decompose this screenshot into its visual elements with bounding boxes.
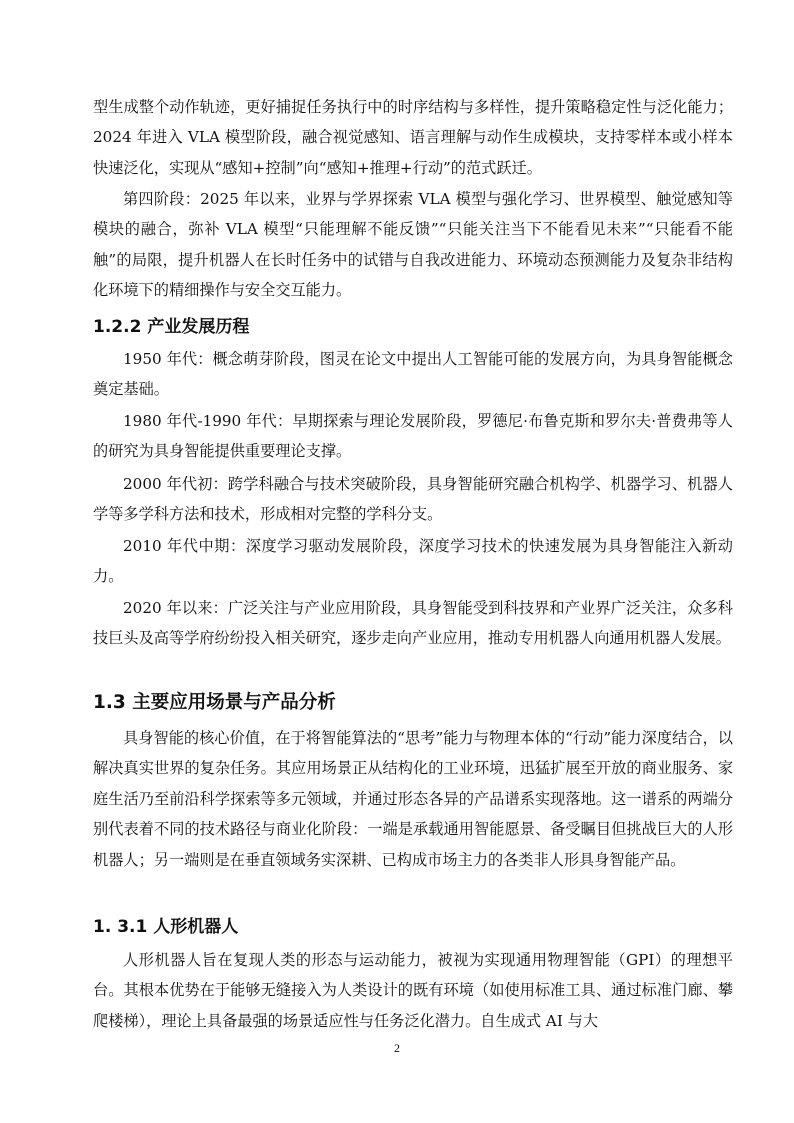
section-heading-1-3-1: 1. 3.1 人形机器人 xyxy=(93,917,239,937)
section-heading-1-3: 1.3 主要应用场景与产品分析 xyxy=(93,692,336,713)
page-number: 2 xyxy=(394,1041,400,1055)
paragraph-vla-stage: 型生成整个动作轨迹，更好捕捉任务执行中的时序结构与多样性，提升策略稳定性与泛化能力；2024 年进入 VLA 模型阶段，融合视觉感知、语言理解与动作生成模块，支持零样本或小样本快速泛化，实现从“感知+控制”向“感知+推理+行动”的范式跃迁。 xyxy=(93,98,733,177)
section-heading-1-2-2: 1.2.2 产业发展历程 xyxy=(93,317,250,337)
paragraph-1980s-1990s: 1980 年代-1990 年代：早期探索与理论发展阶段，罗德尼·布鲁克斯和罗尔夫·普费弗等人的研究为具身智能提供重要理论支撑。 xyxy=(93,412,733,461)
paragraph-core-value: 具身智能的核心价值，在于将智能算法的“思考”能力与物理本体的“行动”能力深度结合，以解决真实世界的复杂任务。其应用场景正从结构化的工业环境，迅猛扩展至开放的商业服务、家庭生活乃至前沿科学探索等多元领域，并通过形态各异的产品谱系实现落地。这一谱系的两端分别代表着不同的技术路径与商业化阶段：一端是承载通用智能愿景、备受瞩目但挑战巨大的人形机器人；另一端则是在垂直领域务实深耕、已构成市场主力的各类非人形具身智能产品。 xyxy=(93,729,733,869)
paragraph-1950s: 1950 年代：概念萌芽阶段，图灵在论文中提出人工智能可能的发展方向，为具身智能概念奠定基础。 xyxy=(93,350,733,399)
paragraph-2020s: 2020 年以来：广泛关注与产业应用阶段，具身智能受到科技界和产业界广泛关注，众多科技巨头及高等学府纷纷投入相关研究，逐步走向产业应用，推动专用机器人向通用机器人发展。 xyxy=(93,599,733,648)
paragraph-humanoid-robot: 人形机器人旨在复现人类的形态与运动能力，被视为实现通用物理智能（GPI）的理想平台。其根本优势在于能够无缝接入为人类设计的既有环境（如使用标准工具、通过标准门廊、攀爬楼梯），理论上具备最强的场景适应性与任务泛化潜力。自生成式 AI 与大 xyxy=(93,951,733,1030)
paragraph-2010s: 2010 年代中期：深度学习驱动发展阶段，深度学习技术的快速发展为具身智能注入新动力。 xyxy=(93,537,733,586)
paragraph-fourth-stage: 第四阶段：2025 年以来，业界与学界探索 VLA 模型与强化学习、世界模型、触觉感知等模块的融合，弥补 VLA 模型“只能理解不能反馈”“只能关注当下不能看见未来”“只能看不能触”的局限，提升机器人在长时任务中的试错与自我改进能力、环境动态预测能力及复杂非结构化环境下的精细操作与安全交互能力。 xyxy=(93,190,733,300)
paragraph-2000s: 2000 年代初：跨学科融合与技术突破阶段，具身智能研究融合机构学、机器学习、机器人学等多学科方法和技术，形成相对完整的学科分支。 xyxy=(93,475,733,524)
